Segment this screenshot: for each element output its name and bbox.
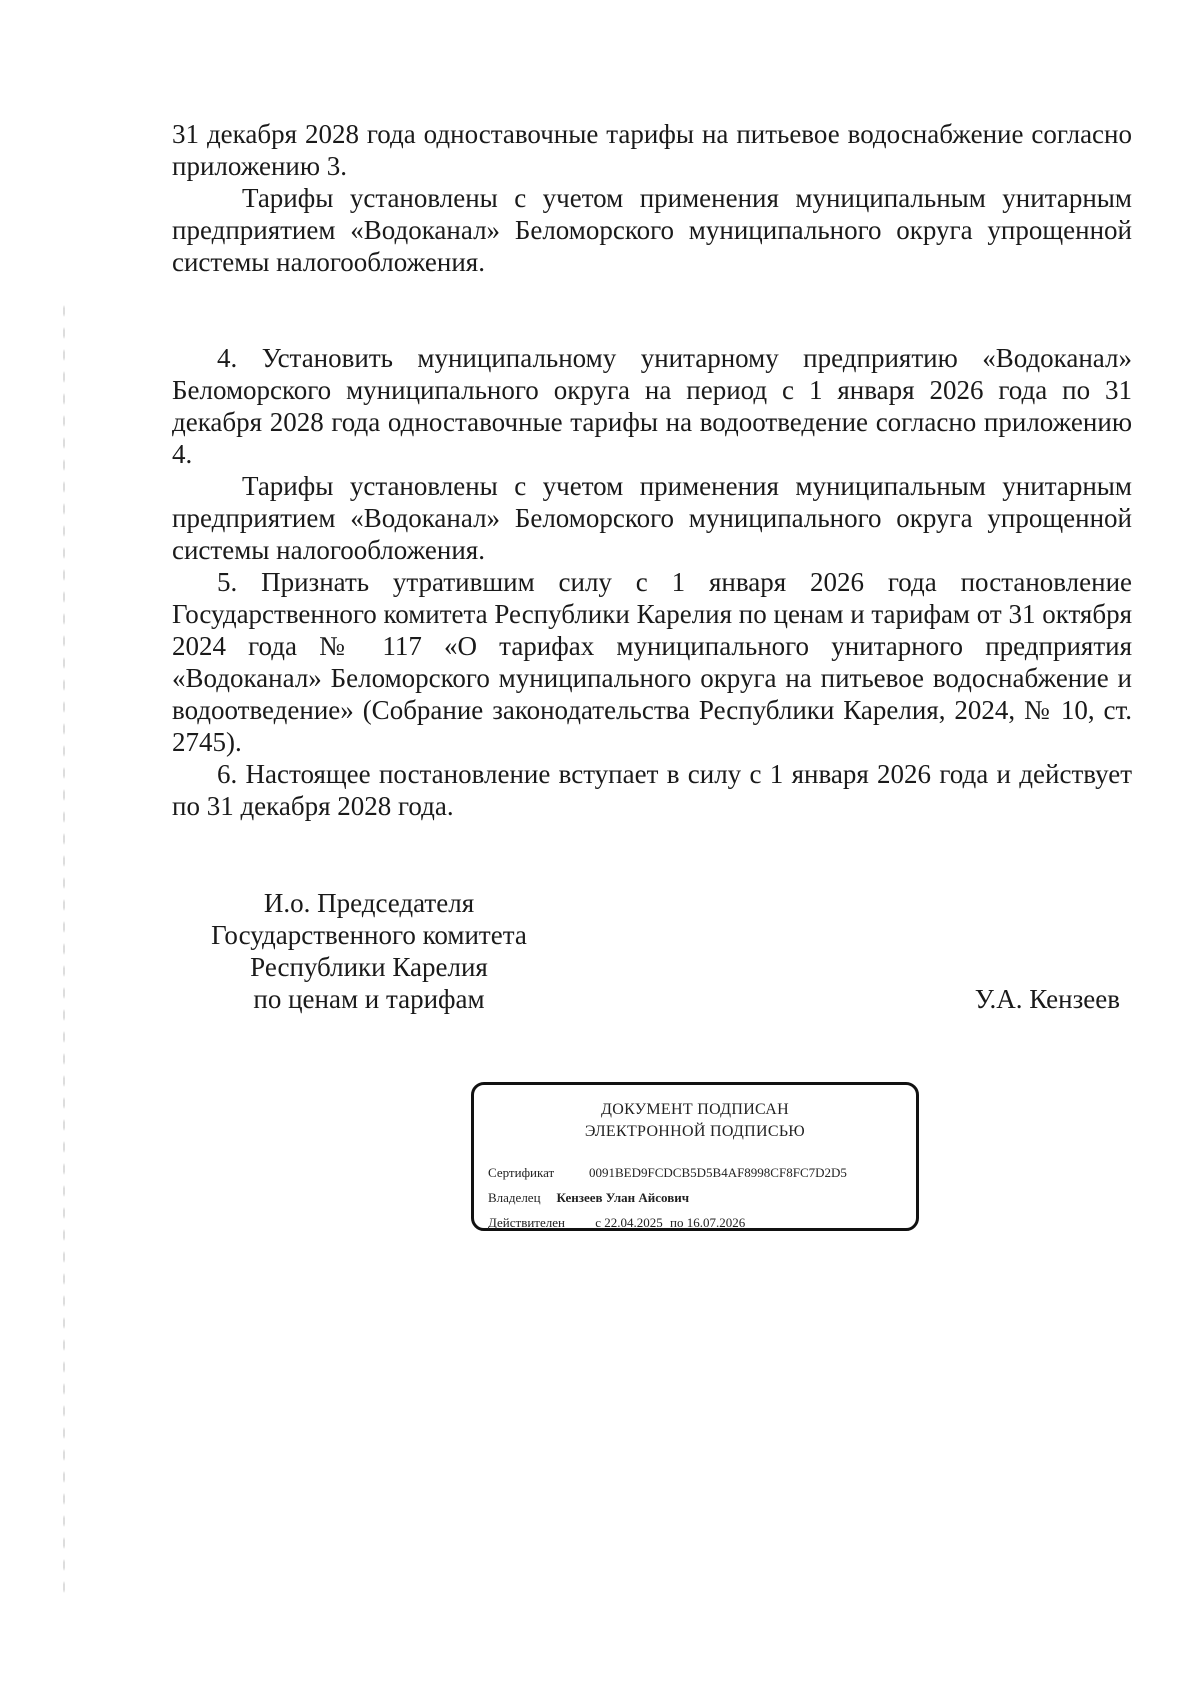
signatory-position-line: Государственного комитета [211, 920, 527, 950]
paragraph-continuation: 31 декабря 2028 года одноставочные тарифы на питьевое водоснабжение согласно приложению 3. [172, 119, 1132, 181]
owner-label: Владелец [488, 1190, 541, 1205]
paragraph-item-5: 5. Признать утратившим силу с 1 января 2026 года постановление Государственного комитета Республики Карелия по ценам и тарифам от 31 октября 2024 года № 117 «О тарифах муниципального унитарного предприятия «Водоканал» Беломорского муниципального округа на питьевое водоснабжение и водоотведение» (Собрание законодательства Республики Карелия, 2024, № 10, ст. 2745). [172, 567, 1132, 757]
certificate-value: 0091BED9FCDCB5D5B4AF8998CF8FC7D2D5 [589, 1165, 847, 1180]
paragraph-tax-note-1: Тарифы установлены с учетом применения муниципальным унитарным предприятием «Водоканал» Беломорского муниципального округа упрощенной системы налогообложения. [172, 183, 1132, 277]
signatory-position-line: Республики Карелия [250, 952, 488, 982]
valid-to-prefix: по [670, 1215, 684, 1230]
stamp-certificate-row [488, 1165, 847, 1181]
signatory-position [196, 887, 542, 1015]
valid-to-date: 16.07.2026 [686, 1215, 746, 1230]
paragraph-tax-note-2: Тарифы установлены с учетом применения муниципальным унитарным предприятием «Водоканал» Беломорского муниципального округа упрощенной системы налогообложения. [172, 471, 1132, 565]
paragraph-item-6: 6. Настоящее постановление вступает в силу с 1 января 2026 года и действует по 31 декабря 2028 года. [172, 759, 1132, 821]
signatory-name: У.А. Кензеев [974, 984, 1120, 1014]
signatory-position-line: И.о. Председателя [263, 888, 475, 918]
stamp-title [474, 1099, 916, 1143]
owner-value: Кензеев Улан Айсович [556, 1190, 690, 1205]
certificate-label: Сертификат [488, 1165, 555, 1180]
scan-margin-noise [62, 300, 66, 1600]
electronic-signature-stamp [471, 1082, 919, 1231]
valid-from-prefix: с [595, 1215, 602, 1230]
stamp-title-line-1: ДОКУМЕНТ ПОДПИСАН [601, 1101, 789, 1118]
valid-label: Действителен [488, 1215, 565, 1230]
signatory-position-line: по ценам и тарифам [253, 984, 485, 1014]
paragraph-item-4: 4. Установить муниципальному унитарному предприятию «Водоканал» Беломорского муниципального округа на период с 1 января 2026 года по 31 декабря 2028 года одноставочные тарифы на водоотведение согласно приложению 4. [172, 343, 1132, 469]
stamp-validity-row [488, 1215, 745, 1231]
stamp-owner-row [488, 1190, 689, 1206]
document-body [172, 118, 1132, 822]
valid-from-date: 22.04.2025 [604, 1215, 663, 1230]
stamp-title-line-2: ЭЛЕКТРОННОЙ ПОДПИСЬЮ [584, 1123, 806, 1140]
